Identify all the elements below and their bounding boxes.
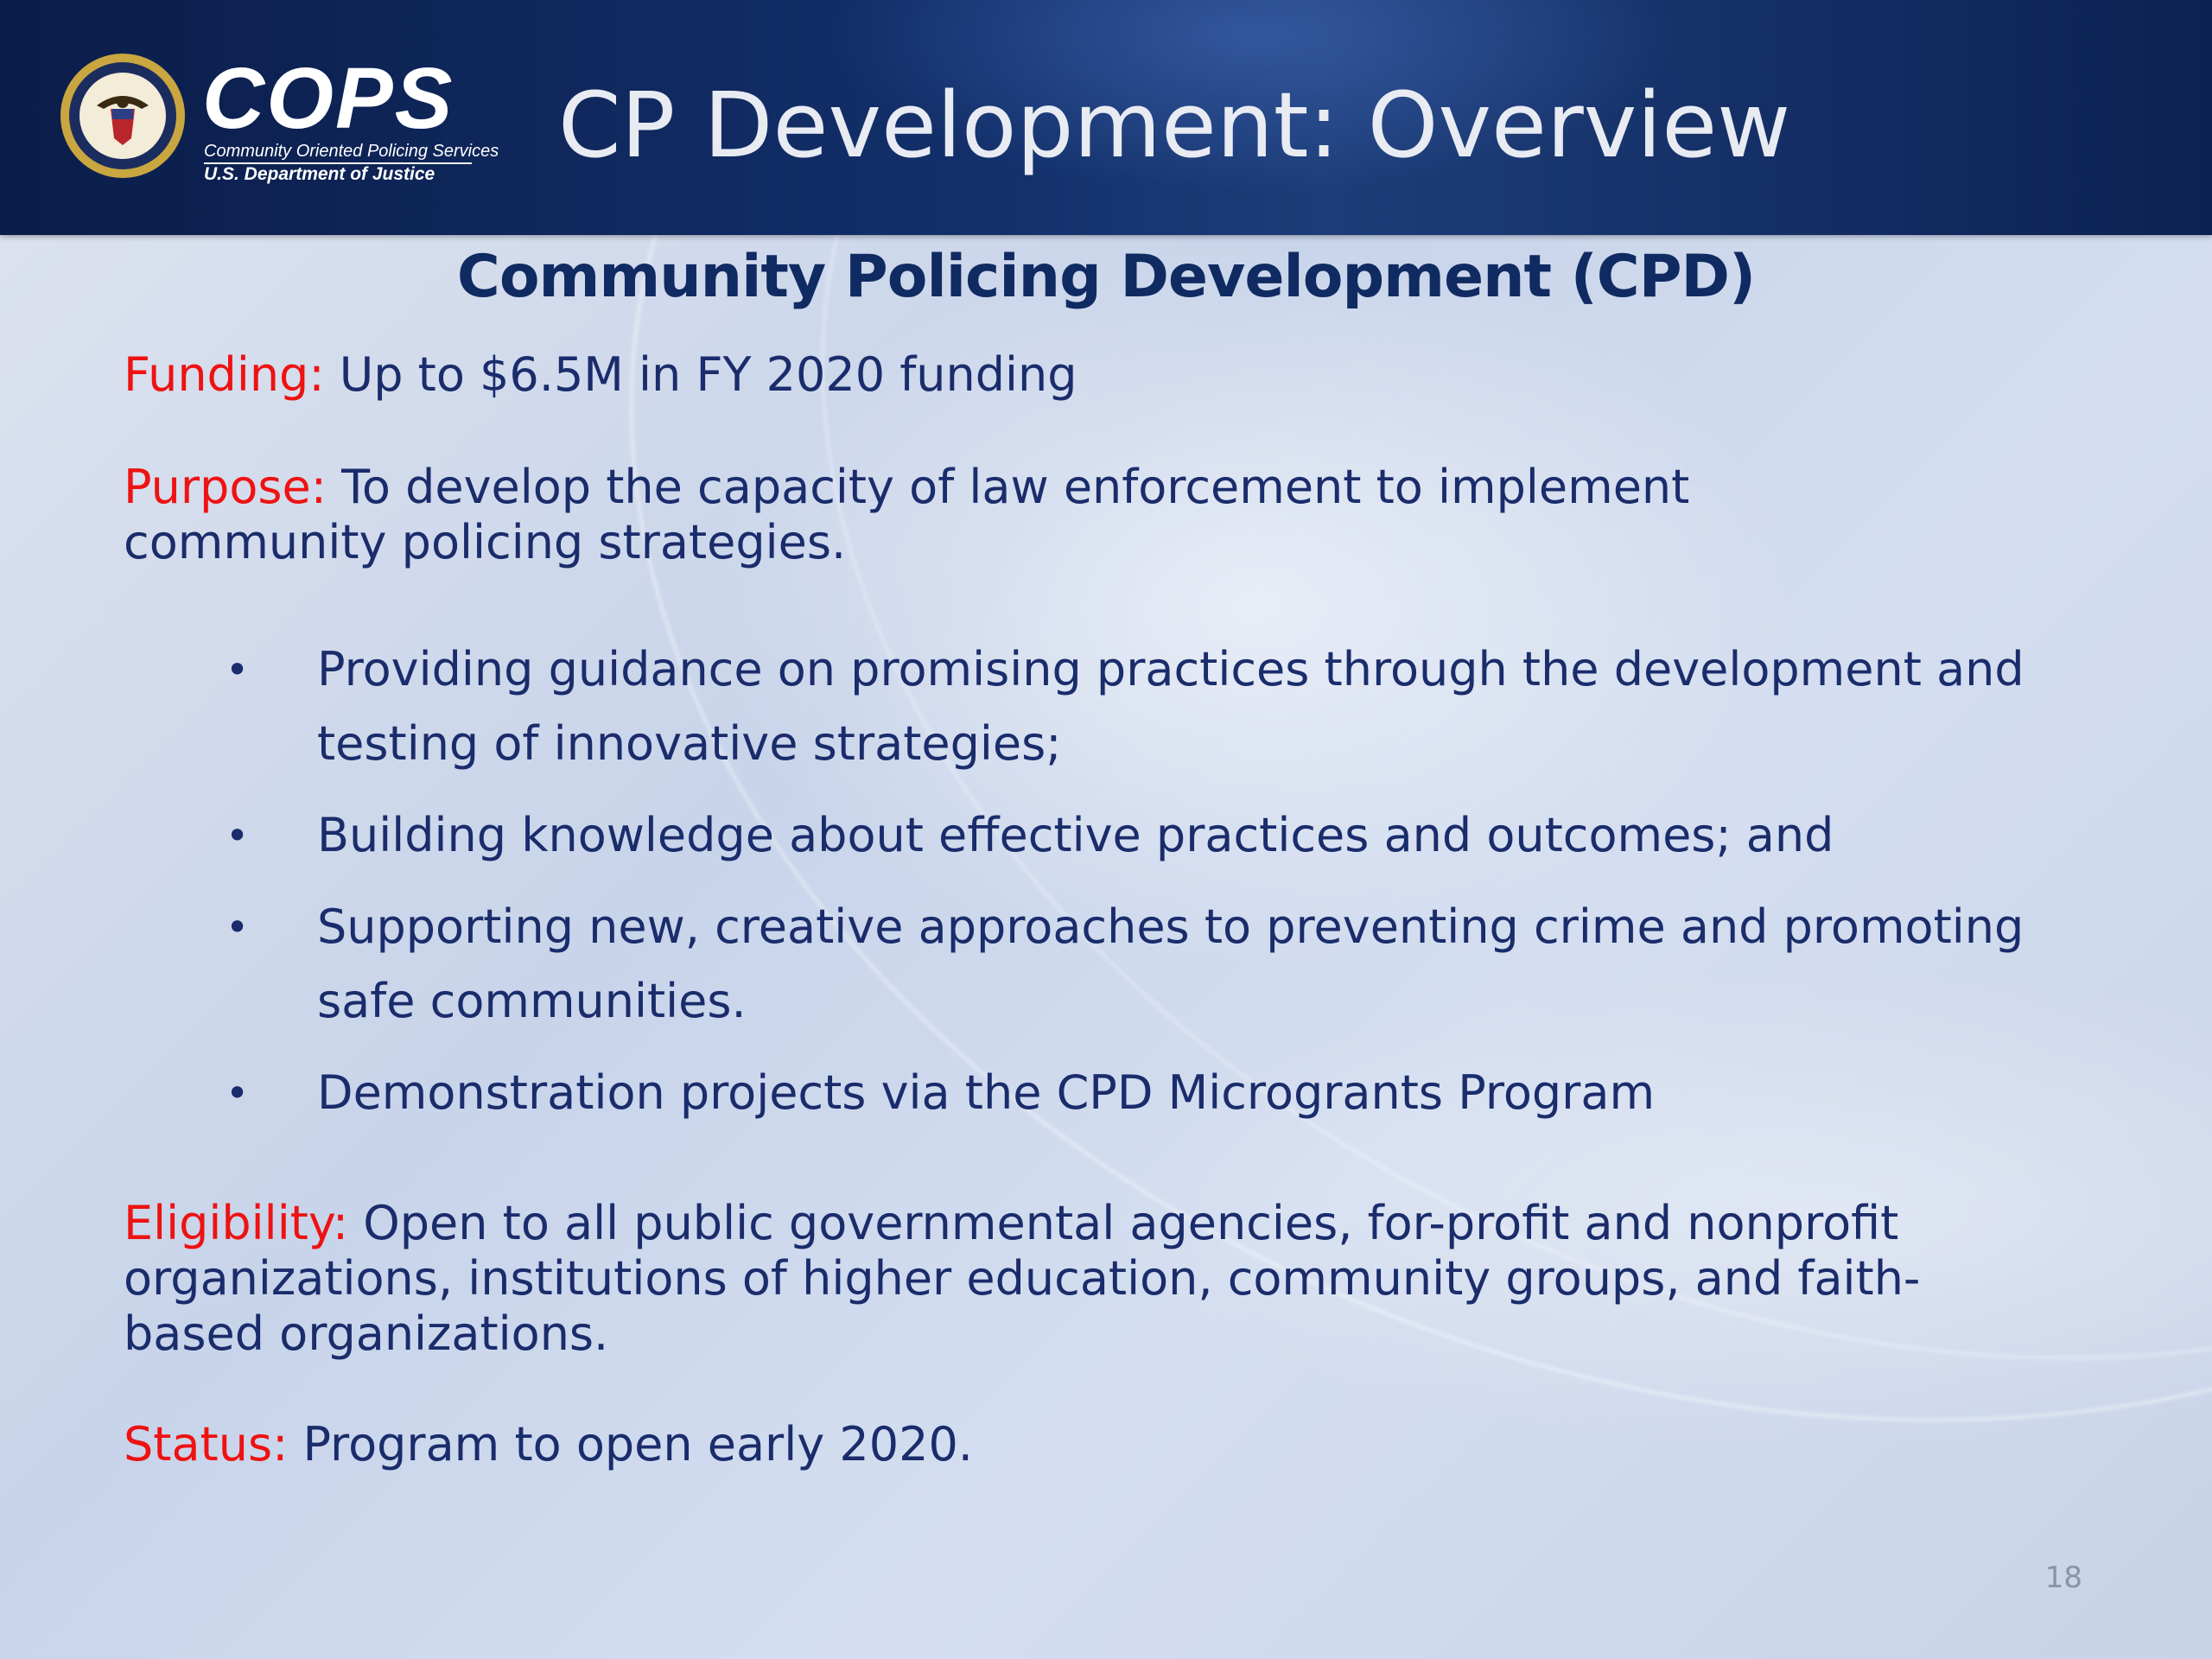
purpose-label: Purpose: [124,460,327,514]
list-item [220,798,2087,873]
slide-header [0,0,2212,235]
purpose-paragraph [124,460,1938,570]
list-item [220,1056,2087,1130]
funding-text: Up to $6.5M in FY 2020 funding [339,347,1077,402]
bullet-icon: • [226,646,250,693]
list-item [220,890,2087,1039]
funding-label: Funding: [124,347,325,402]
bullet-text: Supporting new, creative approaches to preventing crime and promoting safe communities. [317,899,2024,1028]
doj-seal-icon [59,52,187,180]
slide-title: CP Development: Overview [558,73,1791,178]
eligibility-paragraph [124,1196,2050,1362]
status-label: Status: [124,1417,289,1471]
page-number: 18 [2044,1560,2082,1595]
cops-logo-subtitle: Community Oriented Policing Services [204,142,499,161]
cops-logo-wordmark: COPS [202,50,454,147]
funding-paragraph [124,347,2076,403]
status-text: Program to open early 2020. [302,1417,973,1471]
bullet-icon: • [226,812,250,859]
eligibility-label: Eligibility: [124,1196,349,1250]
list-item [220,632,2087,781]
bullet-text: Building knowledge about effective practices and outcomes; and [317,808,1834,862]
bullet-icon: • [226,1070,250,1116]
bullet-text: Demonstration projects via the CPD Microgrants Program [317,1065,1656,1120]
bullet-text: Providing guidance on promising practices through the development and testing of innovative strategies; [317,642,2024,771]
cops-logo-department: U.S. Department of Justice [204,164,435,184]
purpose-text: To develop the capacity of law enforcement to implement community policing strategies. [124,460,1690,569]
status-paragraph [124,1417,2076,1472]
bullet-icon: • [226,904,250,950]
slide-subtitle: Community Policing Development (CPD) [456,243,1756,311]
eligibility-text: Open to all public governmental agencies, for-profit and nonprofit organizations, institutions of higher education, community groups, and faith-based organizations. [124,1196,1921,1361]
purpose-bullet-list [220,632,2087,1147]
